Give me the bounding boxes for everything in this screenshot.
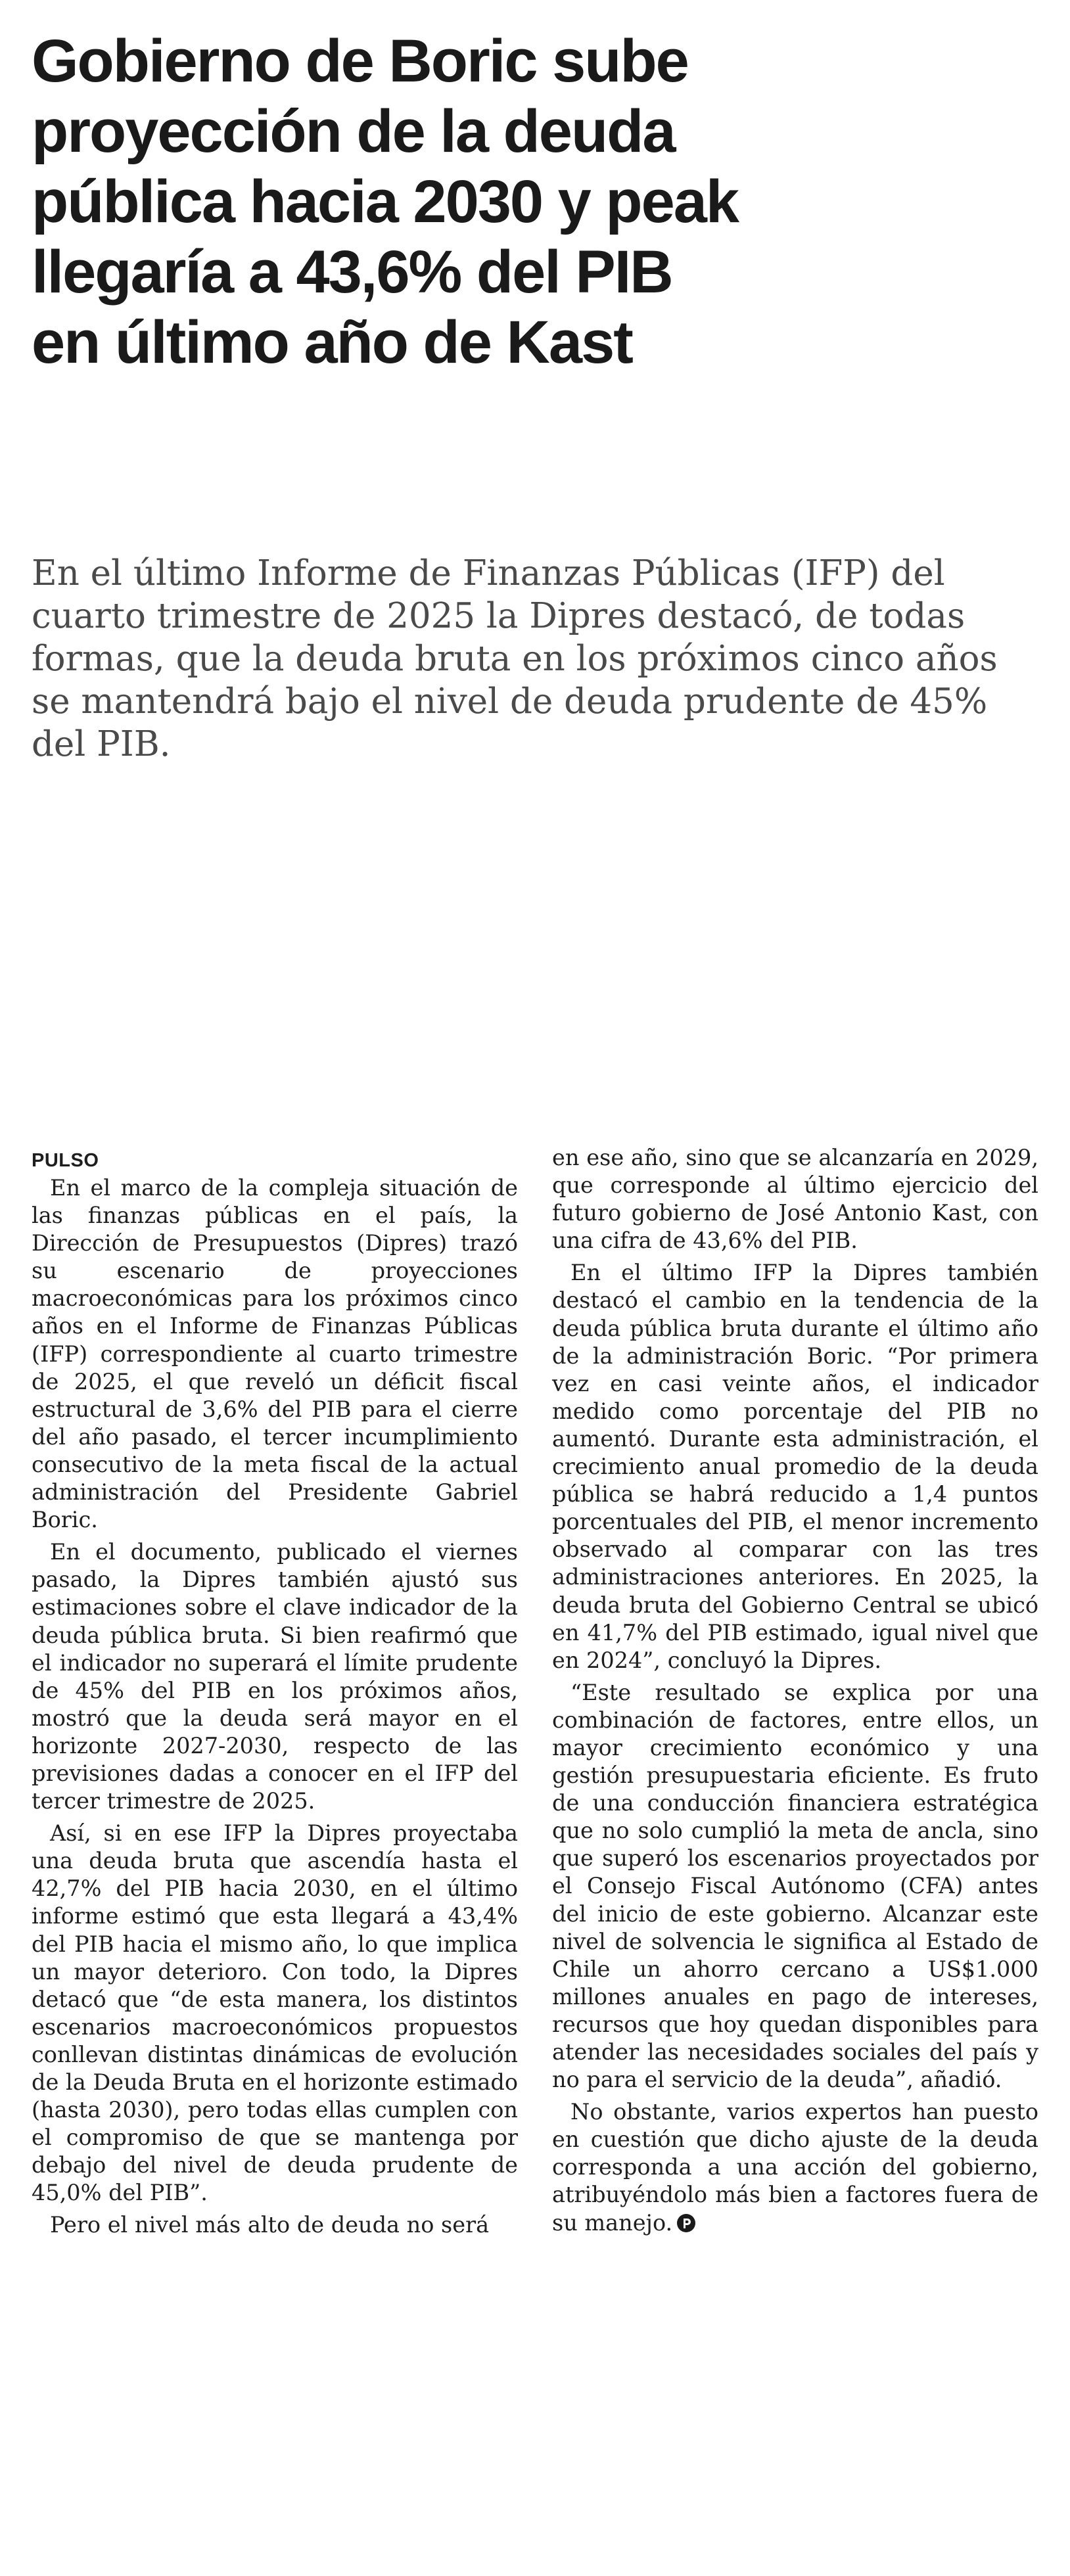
body-paragraph <box>32 1538 518 1815</box>
lead-line: se mantendrá bajo el nivel de deuda prudente de 45% <box>32 681 988 722</box>
headline-line: pública hacia 2030 y peak <box>32 168 739 235</box>
headline-line: proyección de la deuda <box>32 98 675 165</box>
pulso-end-mark-icon <box>676 2213 696 2233</box>
lead-line: cuarto trimestre de 2025 la Dipres destacó, de todas <box>32 596 965 636</box>
section-tag: PULSO <box>32 1150 99 1171</box>
body-paragraph <box>552 2098 1038 2236</box>
paragraph-text: No obstante, varios expertos han puesto en cuestión que dicho ajuste de la deuda corresponda a una acción del gobierno, atribuyéndolo más bien a factores fuera de su manejo. <box>552 2099 1038 2236</box>
paragraph-text: En el marco de la compleja situación de las finanzas públicas en el país, la Dirección de Presupuestos (Dipres) trazó su escenario de proyecciones macroeconómicas para los próximos cinco años en el Informe de Finanzas Públicas (IFP) correspondiente al cuarto trimestre de 2025, el que reveló un déficit fiscal estructural de 3,6% del PIB para el cierre del año pasado, el tercer incumplimiento consecutivo de la meta fiscal de la actual administración del Presidente Gabriel Boric. <box>32 1175 518 1533</box>
headline-line: en último año de Kast <box>32 309 632 376</box>
paragraph-text: En el documento, publicado el viernes pasado, la Dipres también ajustó sus estimaciones sobre el clave indicador de la deuda pública bruta. Si bien reafirmó que el indicador no superará el límite prudente de 45% del PIB en los próximos años, mostró que la deuda será mayor en el horizonte 2027-2030, respecto de las previsiones dadas a conocer en el IFP del tercer trimestre de 2025. <box>32 1539 518 1814</box>
paragraph-text: Pero el nivel más alto de deuda no será <box>50 2212 490 2238</box>
headline-line: Gobierno de Boric sube <box>32 28 688 95</box>
body-paragraph <box>32 2211 518 2239</box>
headline <box>32 26 1044 378</box>
lead-line: del PIB. <box>32 724 171 764</box>
body-column-left <box>32 1149 518 2244</box>
lead-paragraph <box>32 552 1044 766</box>
paragraph-text: “Este resultado se explica por una combinación de factores, entre ellos, un mayor crecimiento económico y una gestión presupuestaria eficiente. Es fruto de una conducción financiera estratégica que no solo cumplió la meta de ancla, sino que superó los escenarios proyectados por el Consejo Fiscal Autónomo (CFA) antes del inicio de este gobierno. Alcanzar este nivel de solvencia le significa al Estado de Chile un ahorro cercano a US$1.000 millones anuales en pago de intereses, recursos que hoy quedan disponibles para atender las necesidades sociales del país y no para el servicio de la deuda”, añadió. <box>552 1679 1038 2093</box>
paragraph-text: en ese año, sino que se alcanzaría en 2029, que corresponde al último ejercicio del futuro gobierno de José Antonio Kast, con una cifra de 43,6% del PIB. <box>552 1145 1038 1254</box>
lead-line: formas, que la deuda bruta en los próximos cinco años <box>32 639 998 679</box>
paragraph-text: En el último IFP la Dipres también destacó el cambio en la tendencia de la deuda pública bruta durante el último año de la administración Boric. “Por primera vez en casi veinte años, el indicador medido como porcentaje del PIB no aumentó. Durante esta administración, el crecimiento anual promedio de la deuda pública se habrá reducido a 1,4 puntos porcentuales del PIB, el menor incremento observado al comparar con las tres administraciones anteriores. En 2025, la deuda bruta del Gobierno Central se ubicó en 41,7% del PIB estimado, igual nivel que en 2024”, concluyó la Dipres. <box>552 1260 1038 1673</box>
body-paragraph <box>552 1144 1038 1254</box>
body-paragraph <box>32 1174 518 1534</box>
lead-line: En el último Informe de Finanzas Públicas (IFP) del <box>32 553 945 593</box>
paragraph-text: Así, si en ese IFP la Dipres proyectaba una deuda bruta que ascendía hasta el 42,7% del PIB hacia 2030, en el último informe estimó que esta llegará a 43,4% del PIB hacia el mismo año, lo que implica un mayor deterioro. Con todo, la Dipres detacó que “de esta manera, los distintos escenarios macroeconómicos propuestos conllevan distintas dinámicas de evolución de la Deuda Bruta en el horizonte estimado (hasta 2030), pero todas ellas cumplen con el compromiso de que se mantenga por debajo del nivel de deuda prudente de 45,0% del PIB”. <box>32 1820 518 2206</box>
body-paragraph <box>32 1820 518 2207</box>
headline-line: llegaría a 43,6% del PIB <box>32 239 672 306</box>
body-column-right <box>552 1144 1038 2242</box>
body-paragraph <box>552 1259 1038 1674</box>
body-paragraph <box>552 1679 1038 2094</box>
